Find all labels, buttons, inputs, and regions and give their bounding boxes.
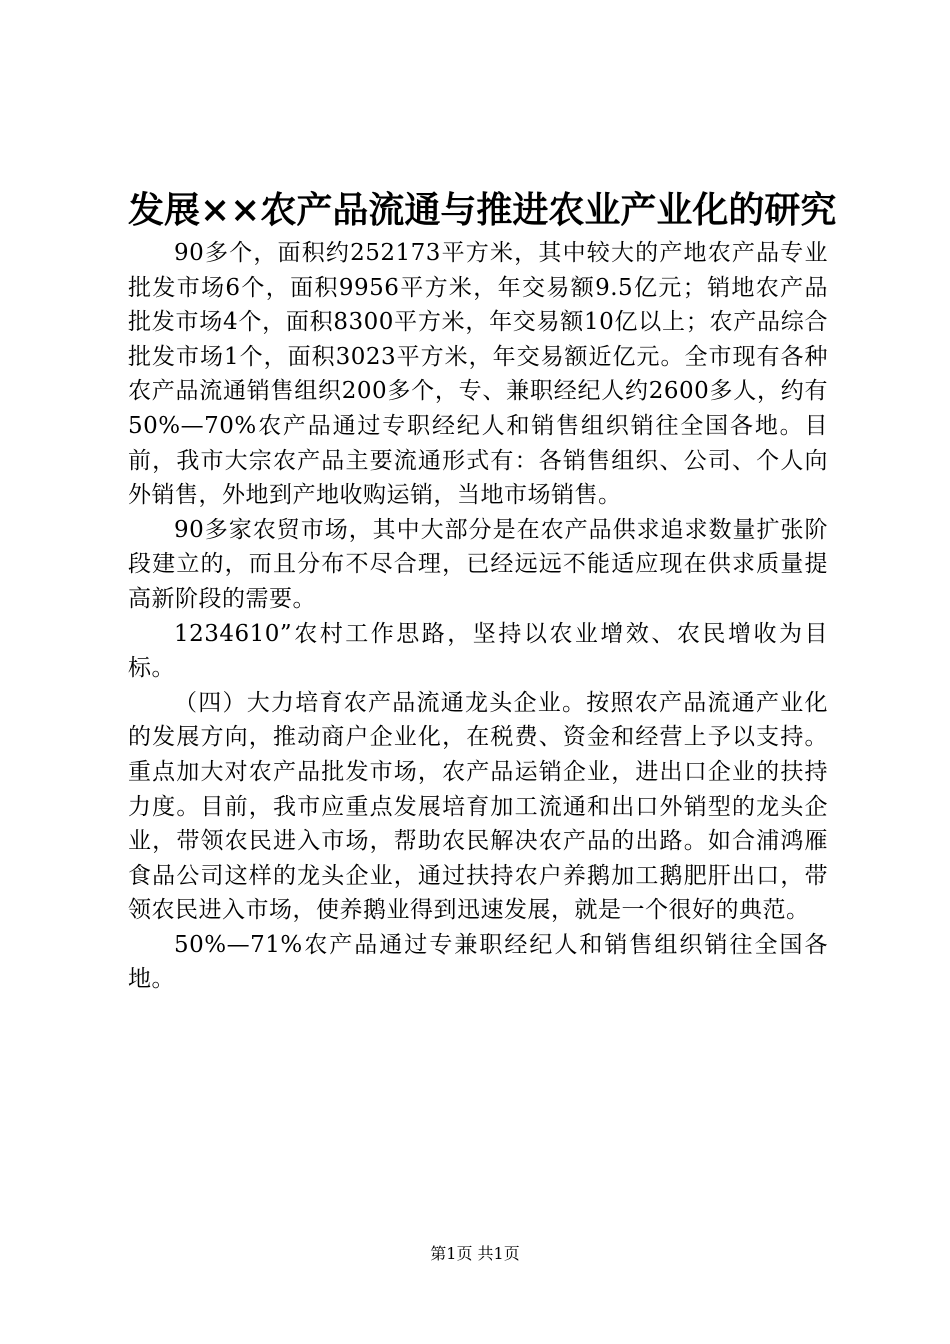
- page-footer: 第1页 共1页: [430, 1244, 520, 1263]
- paragraph-2: 90多家农贸市场，其中大部分是在农产品供求追求数量扩张阶段建立的，而且分布不尽合理，已经远远不能适应现在供求质量提高新阶段的需要。: [128, 516, 828, 612]
- paragraph-3: 1234610”农村工作思路，坚持以农业增效、农民增收为目标。: [128, 620, 828, 682]
- document-body: [128, 236, 828, 997]
- paragraph-4: （四）大力培育农产品流通龙头企业。按照农产品流通产业化的发展方向，推动商户企业化，在税费、资金和经营上予以支持。重点加大对农产品批发市场，农产品运销企业，进出口企业的扶持力度。目前，我市应重点发展培育加工流通和出口外销型的龙头企业，带领农民进入市场，帮助农民解决农产品的出路。如合浦鸿雁食品公司这样的龙头企业，通过扶持农户养鹅加工鹅肥肝出口，带领农民进入市场，使养鹅业得到迅速发展，就是一个很好的典范。: [128, 689, 828, 924]
- paragraph-5: 50%—71%农产品通过专兼职经纪人和销售组织销往全国各地。: [128, 931, 828, 993]
- document-title: 发展××农产品流通与推进农业产业化的研究: [128, 189, 837, 231]
- paragraph-1: 90多个，面积约252173平方米，其中较大的产地农产品专业批发市场6个，面积9956平方米，年交易额9.5亿元；销地农产品批发市场4个，面积8300平方米，年交易额10亿以上；农产品综合批发市场1个，面积3023平方米，年交易额近亿元。全市现有各种农产品流通销售组织200多个，专、兼职经纪人约2600多人，约有50%—70%农产品通过专职经纪人和销售组织销往全国各地。目前，我市大宗农产品主要流通形式有：各销售组织、公司、个人向外销售，外地到产地收购运销，当地市场销售。: [128, 240, 828, 509]
